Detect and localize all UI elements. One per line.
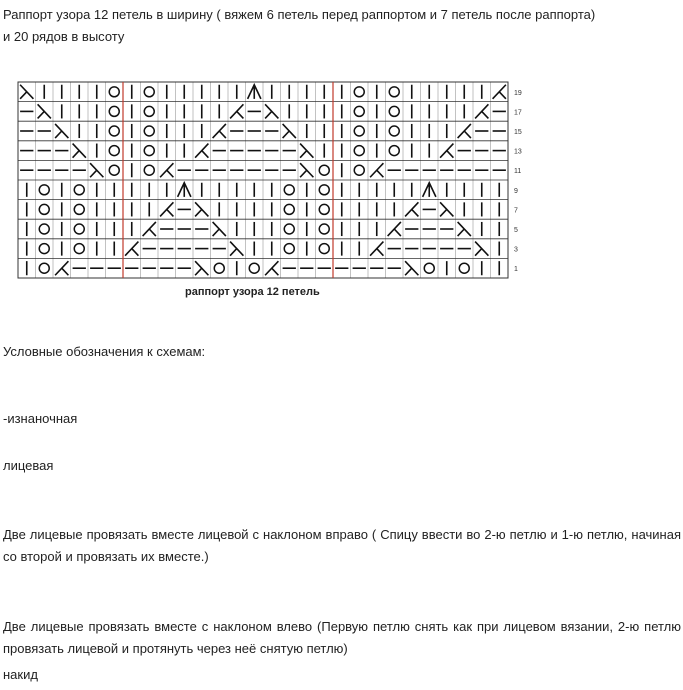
legend-knit: лицевая bbox=[3, 458, 54, 473]
yarn-over-mark bbox=[284, 224, 294, 234]
yarn-over-mark bbox=[74, 185, 84, 195]
k2tog-right-mark bbox=[300, 144, 313, 158]
ssk-left-mark bbox=[125, 242, 138, 256]
row-number-label: 19 bbox=[514, 89, 522, 97]
legend-title: Условные обозначения к схемам: bbox=[3, 344, 206, 359]
yarn-over-mark bbox=[319, 204, 329, 214]
k2tog-right-mark bbox=[440, 202, 453, 216]
yarn-over-mark bbox=[39, 224, 49, 234]
ssk-left-mark bbox=[213, 124, 226, 138]
k2tog-right-mark bbox=[405, 261, 418, 275]
ssk-left-mark bbox=[195, 144, 208, 158]
yarn-over-mark bbox=[459, 263, 469, 273]
yarn-over-mark bbox=[39, 185, 49, 195]
yarn-over-mark bbox=[354, 87, 364, 97]
centered-decrease-mark bbox=[178, 183, 191, 197]
yarn-over-mark bbox=[284, 244, 294, 254]
yarn-over-mark bbox=[39, 204, 49, 214]
yarn-over-mark bbox=[354, 126, 364, 136]
yarn-over-mark bbox=[214, 263, 224, 273]
k2tog-right-mark bbox=[73, 144, 86, 158]
yarn-over-mark bbox=[389, 87, 399, 97]
legend-purl: -изнаночная bbox=[3, 411, 78, 426]
chart-caption: раппорт узора 12 петель bbox=[185, 286, 320, 298]
ssk-left-mark bbox=[440, 144, 453, 158]
chart-grid-svg bbox=[0, 0, 683, 310]
ssk-left-mark bbox=[265, 261, 278, 275]
intro-line-1: Раппорт узора 12 петель в ширину ( вяжем 6 петель перед раппортом и 7 петель после раппорта) bbox=[3, 7, 596, 22]
yarn-over-mark bbox=[319, 244, 329, 254]
ssk-left-mark bbox=[370, 242, 383, 256]
k2tog-right-mark bbox=[38, 104, 51, 118]
k2tog-right-mark bbox=[20, 85, 33, 99]
row-number-label: 9 bbox=[514, 187, 518, 195]
yarn-over-mark bbox=[109, 87, 119, 97]
intro-line-2: и 20 рядов в высоту bbox=[3, 29, 125, 44]
k2tog-right-mark bbox=[90, 163, 103, 177]
yarn-over-mark bbox=[319, 224, 329, 234]
ssk-left-mark bbox=[405, 202, 418, 216]
yarn-over-mark bbox=[144, 146, 154, 156]
legend-ssk-left: Две лицевые провязать вместе с наклоном влево (Первую петлю снять как при лицевом вязании, 2-ю петлю провязать лицевой и протянуть через неё снятую петлю) bbox=[3, 619, 681, 656]
ssk-left-mark bbox=[143, 222, 156, 236]
ssk-left-mark bbox=[160, 202, 173, 216]
k2tog-right-mark bbox=[283, 124, 296, 138]
yarn-over-mark bbox=[354, 106, 364, 116]
yarn-over-mark bbox=[389, 146, 399, 156]
row-number-label: 13 bbox=[514, 148, 522, 156]
yarn-over-mark bbox=[74, 224, 84, 234]
row-number-label: 1 bbox=[514, 266, 518, 274]
k2tog-right-mark bbox=[213, 222, 226, 236]
ssk-left-mark bbox=[160, 163, 173, 177]
yarn-over-mark bbox=[319, 185, 329, 195]
yarn-over-mark bbox=[284, 185, 294, 195]
k2tog-right-mark bbox=[265, 104, 278, 118]
ssk-left-mark bbox=[55, 261, 68, 275]
yarn-over-mark bbox=[284, 204, 294, 214]
yarn-over-mark bbox=[74, 204, 84, 214]
row-number-label: 5 bbox=[514, 227, 518, 234]
k2tog-right-mark bbox=[300, 163, 313, 177]
yarn-over-mark bbox=[424, 263, 434, 273]
yarn-over-mark bbox=[354, 165, 364, 175]
yarn-over-mark bbox=[249, 263, 259, 273]
legend-k2tog-right: Две лицевые провязать вместе лицевой с наклоном вправо ( Спицу ввести во 2-ю петлю и 1-ю петлю, начиная со второй и провязать их вместе.) bbox=[3, 527, 681, 564]
legend-yarn-over: накид bbox=[3, 667, 38, 682]
centered-decrease-mark bbox=[248, 85, 261, 99]
yarn-over-mark bbox=[39, 244, 49, 254]
row-number-label: 7 bbox=[514, 207, 518, 215]
k2tog-right-mark bbox=[230, 242, 243, 256]
ssk-left-mark bbox=[475, 104, 488, 118]
row-number-label: 15 bbox=[514, 129, 522, 136]
ssk-left-mark bbox=[388, 222, 401, 236]
yarn-over-mark bbox=[109, 146, 119, 156]
ssk-left-mark bbox=[230, 104, 243, 118]
yarn-over-mark bbox=[39, 263, 49, 273]
yarn-over-mark bbox=[109, 165, 119, 175]
k2tog-right-mark bbox=[195, 202, 208, 216]
yarn-over-mark bbox=[389, 126, 399, 136]
yarn-over-mark bbox=[144, 165, 154, 175]
yarn-over-mark bbox=[354, 146, 364, 156]
row-number-label: 3 bbox=[514, 246, 518, 254]
yarn-over-mark bbox=[109, 126, 119, 136]
k2tog-right-mark bbox=[195, 261, 208, 275]
yarn-over-mark bbox=[74, 244, 84, 254]
k2tog-right-mark bbox=[55, 124, 68, 138]
knitting-chart bbox=[0, 0, 683, 310]
k2tog-right-mark bbox=[458, 222, 471, 236]
ssk-left-mark bbox=[458, 124, 471, 138]
row-number-label: 17 bbox=[514, 109, 522, 117]
yarn-over-mark bbox=[109, 106, 119, 116]
row-number-label: 11 bbox=[514, 168, 522, 176]
ssk-left-mark bbox=[370, 163, 383, 177]
centered-decrease-mark bbox=[423, 183, 436, 197]
yarn-over-mark bbox=[319, 165, 329, 175]
yarn-over-mark bbox=[144, 126, 154, 136]
yarn-over-mark bbox=[144, 106, 154, 116]
yarn-over-mark bbox=[389, 106, 399, 116]
ssk-left-mark bbox=[493, 85, 506, 99]
yarn-over-mark bbox=[144, 87, 154, 97]
k2tog-right-mark bbox=[475, 242, 488, 256]
